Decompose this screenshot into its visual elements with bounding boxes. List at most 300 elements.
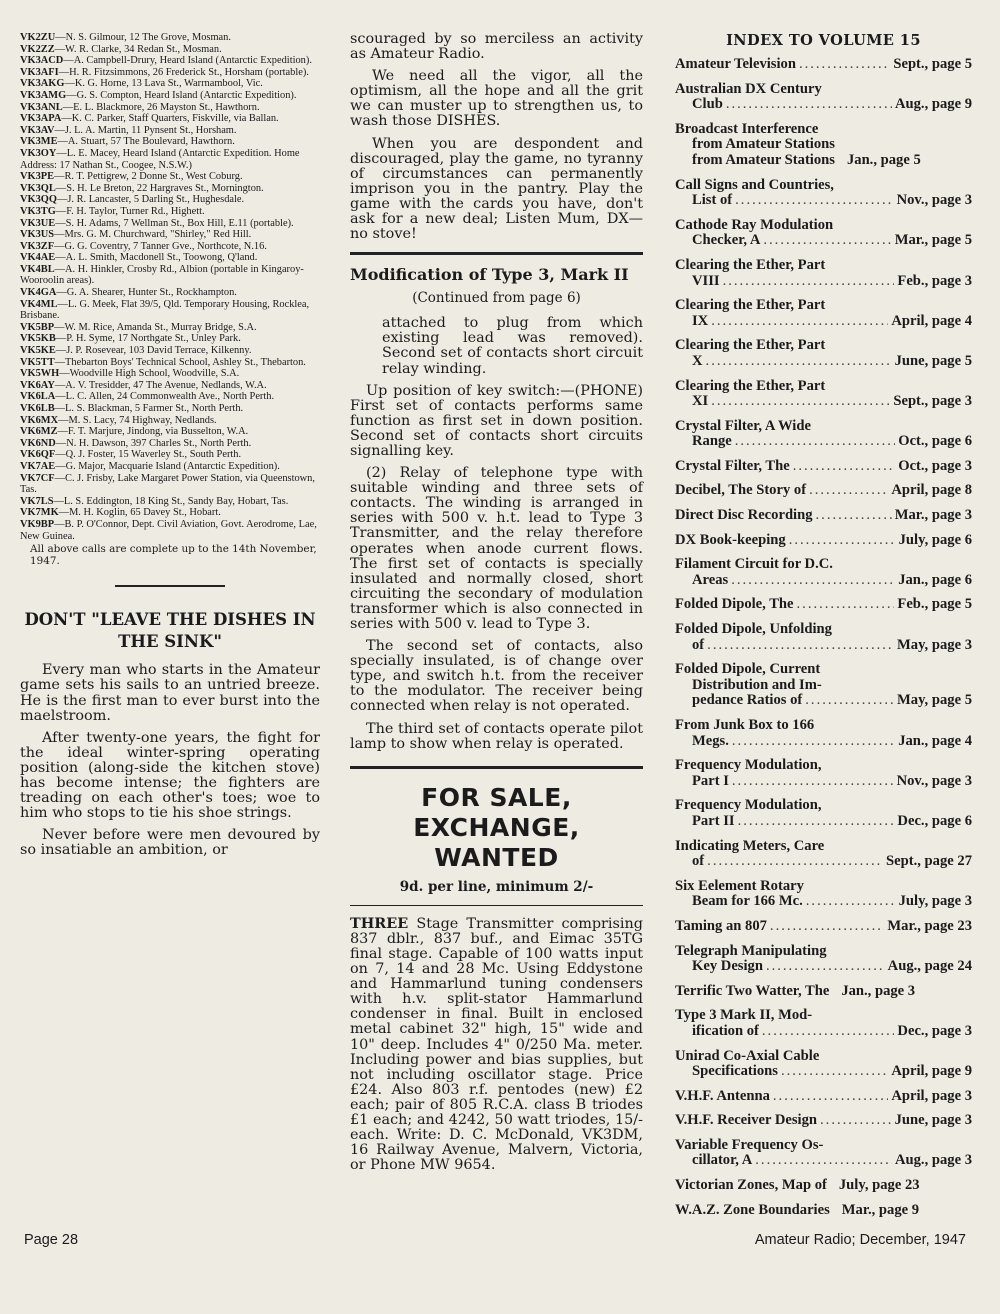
index-entry-title: Broadcast Interference — [675, 120, 819, 137]
dishes-paragraph: Every man who starts in the Amateur game sets his sails to an untried breeze. He is the first man to ever burst into the maelstroom. — [20, 662, 320, 724]
index-entry-title: Distribution and Im- — [692, 676, 822, 693]
index-entry-title: Telegraph Manipulating — [675, 942, 827, 959]
modification-article-body — [350, 316, 643, 752]
call-sign-address: —P. H. Syme, 17 Northgate St., Unley Park. — [55, 333, 241, 345]
index-entry — [675, 419, 972, 450]
call-sign-address: —L. S. Eddington, 18 King St., Sandy Bay, Hobart, Tas. — [53, 495, 289, 507]
section-rule — [350, 766, 643, 769]
index-page-reference: Mar., page 9 — [841, 1201, 920, 1218]
index-page-reference: Oct., page 6 — [898, 433, 972, 450]
index-entry-title: Areas — [692, 571, 729, 588]
index-title: INDEX TO VOLUME 15 — [726, 32, 921, 49]
call-sign-address: —F. T. Marjure, Jindong, via Busselton, W.A. — [57, 426, 249, 438]
call-sign-entry — [20, 67, 320, 79]
index-entry-line — [675, 919, 972, 935]
index-entry-title: Folded Dipole, Current — [675, 661, 821, 678]
index-entry-title: X — [692, 352, 703, 369]
index-list — [675, 57, 972, 1218]
index-entry-title: Clearing the Ether, Part — [675, 256, 826, 273]
call-sign-address: —L. G. Meek, Flat 39/5, Qld. Temporary Housing, Rocklea, Brisbane. — [20, 298, 310, 322]
index-entry-title: Clearing the Ether, Part — [675, 377, 826, 394]
call-sign-address: —Woodville High School, Woodville, S.A. — [59, 368, 240, 380]
index-leader-dots — [738, 814, 895, 830]
call-sign-entry — [20, 171, 320, 183]
call-sign: VK4ML — [20, 298, 58, 310]
index-page-reference: Aug., page 9 — [894, 96, 972, 113]
index-leader-dots — [707, 638, 894, 654]
call-sign-note: All above calls are complete up to the 14th November, 1947. — [30, 543, 317, 567]
index-entry-title: of — [692, 853, 705, 870]
index-entry-line — [675, 774, 972, 790]
index-entry-title: Six Eelement Rotary — [675, 877, 804, 894]
call-sign: VK6LB — [20, 403, 55, 414]
call-sign-entry — [20, 519, 320, 542]
index-entry-title: Part II — [692, 812, 735, 829]
call-sign-entry — [20, 194, 320, 206]
dishes-paragraph: Never before were men devoured by so insatiable an ambition, or — [20, 827, 320, 859]
index-leader-dots — [816, 508, 892, 524]
index-entry-title: Direct Disc Recording — [675, 507, 813, 524]
modification-paragraph: attached to plug from which existing lead was removed). Second set of contacts short circuit relay winding. — [382, 315, 643, 377]
index-entry — [675, 557, 972, 588]
index-entry — [675, 178, 972, 209]
index-entry-title: Victorian Zones, Map of — [675, 1177, 827, 1194]
index-entry — [675, 298, 972, 329]
call-sign-address: —L. E. Macey, Heard Island (Antarctic Expedition. Home Address: 17 Nathan St., Coogee, N.S.W.) — [20, 147, 300, 171]
index-entry-title: Cathode Ray Modulation — [675, 216, 834, 233]
index-entry-line — [675, 1089, 972, 1105]
call-sign-address: —M. S. Lacy, 74 Highway, Nedlands. — [58, 414, 217, 426]
call-sign-entry — [20, 287, 320, 299]
call-sign: VK7LS — [20, 495, 54, 507]
index-page-reference: July, page 6 — [898, 531, 972, 548]
modification-article-title: Modification of Type 3, Mark II — [350, 265, 629, 285]
call-sign-address: —W. M. Rice, Amanda St., Murray Bridge, S.A. — [54, 321, 257, 333]
section-divider — [115, 585, 225, 587]
index-page-reference: May, page 3 — [897, 636, 972, 653]
index-leader-dots — [726, 97, 892, 113]
section-rule — [350, 905, 643, 906]
call-sign-entry — [20, 264, 320, 287]
index-entry-line — [675, 1024, 972, 1040]
index-entry — [675, 919, 972, 935]
call-sign-address: —K. G. Horne, 13 Lava St., Warrnambool, Vic. — [64, 78, 263, 90]
index-entry-line — [675, 573, 972, 589]
classified-ad-text: Stage Transmitter comprising 837 dblr., 837 buf., and Eimac 35TG final stage. Capable of 100 watts input on 7, 14 and 28 Mc. Using Eddystone and Hammarlund tuning condensers with h.v. split-stator Hammarlund condenser in final. Built in enclosed metal cabinet 32" high, 15" wide and 10" deep. Includes 4" 0/250 Ma. meter. Including power and bias supplies, but not including oscillator stage. Price £24. Also 803 r.f. pentodes (new) £2 each; pair of 805 R.C.A. class B triodes £1 each; and 4242, 50 watt triodes, 15/- each. Write: D. C. McDonald, VK3DM, 16 Railway Avenue, Malvern, Victoria, or Phone MW 9654. — [350, 915, 643, 1174]
index-entry-line — [675, 314, 972, 330]
call-sign: VK4GA — [20, 287, 57, 299]
call-sign-entry — [20, 473, 320, 496]
call-sign: VK3ACD — [20, 55, 64, 67]
index-page-reference: Mar., page 23 — [887, 917, 972, 934]
index-entry-title: Club — [692, 96, 723, 113]
index-page-reference: Dec., page 6 — [897, 812, 972, 829]
call-sign-entry — [20, 252, 320, 264]
classified-ad-lead: THREE — [350, 914, 409, 932]
call-sign: VK3US — [20, 229, 55, 241]
call-sign: VK4BL — [20, 263, 55, 275]
call-sign: VK3UE — [20, 217, 56, 229]
index-entry — [675, 1089, 972, 1105]
call-sign-entry — [20, 90, 320, 102]
column-right — [675, 32, 972, 1227]
index-entry-title: Folded Dipole, Unfolding — [675, 621, 832, 638]
call-sign-entry — [20, 507, 320, 519]
index-entry — [675, 82, 972, 113]
index-leader-dots — [731, 573, 895, 589]
modification-paragraph: The second set of contacts, also specially insulated, is of change over type, and switch h.t. from the receiver to the modulator. The receiver being connected when relay is not operated. — [350, 638, 643, 715]
index-entry-title: Australian DX Century — [675, 80, 822, 97]
index-entry-title: V.H.F. Antenna — [675, 1087, 770, 1104]
call-sign-entry — [20, 32, 320, 44]
index-entry — [675, 622, 972, 653]
call-sign-address: —L. C. Allen, 24 Commonwealth Ave., North Perth. — [55, 391, 275, 403]
index-entry-title: Megs. — [692, 732, 729, 749]
dishes-paragraph: After twenty-one years, the fight for the ideal winter-spring operating position (along-side the kitchen stove) has become intense; the fighters are treading on each other's toes; woe to him who stops to tie his shoe strings. — [20, 729, 320, 822]
index-entry-title: Call Signs and Countries, — [675, 176, 834, 193]
index-leader-dots — [806, 894, 896, 910]
index-leader-dots — [755, 1153, 892, 1169]
index-entry — [675, 718, 972, 749]
call-sign-address: —C. J. Frisby, Lake Margaret Power Station, via Queenstown, Tas. — [20, 472, 315, 496]
classified-ad — [350, 916, 643, 1174]
call-sign-address: —W. R. Clarke, 34 Redan St., Mosman. — [54, 43, 222, 55]
modification-indented-block — [350, 316, 643, 376]
for-sale-heading-line: FOR SALE, — [421, 782, 572, 812]
index-page-reference: April, page 4 — [891, 312, 972, 329]
index-entry-line — [675, 459, 972, 475]
call-sign: VK3ANL — [20, 101, 63, 113]
index-entry-title: Specifications — [692, 1063, 778, 1080]
index-entry-line — [675, 959, 972, 975]
index-entry-title: ification of — [692, 1022, 759, 1039]
call-sign: VK3AKG — [20, 78, 65, 90]
index-entry — [675, 338, 972, 369]
call-sign: VK3APA — [20, 113, 62, 125]
index-page-reference: Dec., page 3 — [897, 1022, 972, 1039]
index-page-reference: Aug., page 3 — [894, 1152, 972, 1169]
index-leader-dots — [789, 533, 896, 549]
index-leader-dots — [793, 459, 896, 475]
index-entry — [675, 758, 972, 789]
index-page-reference: Sept., page 27 — [886, 853, 972, 870]
index-page-reference: June, page 5 — [894, 352, 972, 369]
call-sign: VK2ZU — [20, 32, 56, 43]
call-sign: VK6LA — [20, 391, 56, 403]
for-sale-heading — [350, 783, 643, 873]
index-entry-title: Crystal Filter, A Wide — [675, 417, 811, 434]
index-page-reference: Jan., page 6 — [898, 571, 972, 588]
call-sign-address: —R. T. Pettigrew, 2 Donne St., West Coburg. — [54, 171, 243, 183]
call-sign: VK7MK — [20, 507, 59, 519]
call-sign-address: —A. H. Hinkler, Crosby Rd., Albion (portable in Kingaroy-Wooroolin areas). — [20, 263, 304, 287]
index-leader-dots — [723, 274, 895, 290]
index-leader-dots — [766, 959, 885, 975]
call-sign: VK6ND — [20, 437, 56, 449]
call-sign-entry — [20, 78, 320, 90]
index-entry-title: List of — [692, 192, 733, 209]
index-entry-title: XI — [692, 393, 709, 410]
index-entry-title: Type 3 Mark II, Mod- — [675, 1007, 813, 1024]
index-entry-title: of — [692, 636, 705, 653]
call-sign-entry — [20, 345, 320, 357]
index-entry — [675, 1203, 972, 1219]
call-sign: VK3QL — [20, 182, 56, 194]
dishes-paragraph: We need all the vigor, all the optimism, all the hope and all the grit we can muster up to strengthen us, to wash those DISHES. — [350, 68, 643, 130]
index-leader-dots — [735, 434, 895, 450]
index-entry — [675, 508, 972, 524]
index-entry — [675, 258, 972, 289]
index-page-reference: July, page 3 — [898, 893, 972, 910]
index-entry-title: Range — [692, 433, 732, 450]
call-sign-entry — [20, 229, 320, 241]
call-sign: VK3OY — [20, 147, 57, 159]
index-leader-dots — [711, 394, 890, 410]
call-sign-entry — [20, 125, 320, 137]
index-page-reference: April, page 3 — [891, 1087, 972, 1104]
call-sign-address: —J. L. A. Martin, 11 Pynsent St., Horsham. — [54, 124, 237, 136]
index-entry-line — [675, 394, 972, 410]
index-entry-line — [675, 193, 972, 209]
index-leader-dots — [805, 693, 894, 709]
call-sign-entry — [20, 136, 320, 148]
index-entry — [675, 1113, 972, 1129]
call-sign-address: —N. S. Gilmour, 12 The Grove, Mosman. — [55, 32, 231, 43]
index-entry — [675, 984, 972, 1000]
call-sign-entry — [20, 44, 320, 56]
call-sign-address: —B. P. O'Connor, Dept. Civil Aviation, Govt. Aerodrome, Lae, New Guinea. — [20, 518, 317, 542]
index-entry — [675, 122, 972, 169]
call-sign-entry — [20, 113, 320, 125]
call-sign: VK3PE — [20, 171, 55, 183]
call-sign: VK7AE — [20, 460, 56, 472]
call-sign-address: —M. H. Koglin, 65 Davey St., Hobart. — [58, 507, 221, 519]
index-entry — [675, 879, 972, 910]
index-entry-line — [675, 854, 972, 870]
index-entry-title: Frequency Modulation, — [675, 797, 822, 814]
call-sign: VK3TG — [20, 205, 56, 217]
index-entry-title: Clearing the Ether, Part — [675, 337, 826, 354]
call-sign-address: —Thebarton Boys' Technical School, Ashley St., Thebarton. — [54, 356, 306, 368]
call-sign-entry — [20, 322, 320, 334]
index-page-reference: Jan., page 3 — [841, 982, 916, 999]
index-entry-line — [675, 984, 972, 1000]
index-leader-dots — [763, 233, 891, 249]
index-page-reference: April, page 8 — [891, 482, 972, 499]
index-leader-dots — [773, 1089, 888, 1105]
index-leader-dots — [762, 1024, 895, 1040]
index-entry-line — [675, 734, 972, 750]
call-sign-entry — [20, 368, 320, 380]
call-sign-entry — [20, 461, 320, 473]
issue-line: Amateur Radio; December, 1947 — [754, 1232, 966, 1248]
call-sign-entry — [20, 391, 320, 403]
call-sign-address: —A. Campbell-Drury, Heard Island (Antarctic Expedition). — [63, 55, 312, 67]
index-entry-line — [675, 1113, 972, 1129]
for-sale-rate: 9d. per line, minimum 2/- — [399, 878, 594, 895]
call-sign-address: —L. S. Blackman, 5 Farmer St., North Perth. — [54, 403, 244, 414]
call-sign-address: —H. R. Fitzsimmons, 26 Frederick St., Horsham (portable). — [58, 66, 309, 78]
modification-paragraph: (2) Relay of telephone type with suitable winding and three sets of contacts. The winding is arranged in series with 500 v. h.t. lead to Type 3 Transmitter, and the relay therefore operates when anode current flows. The first set of contacts is specially insulated and normally closed, short circuiting the secondary of modulation transformer which is also connected in series with 500 v. lead to Type 3. — [350, 465, 643, 632]
call-sign: VK7CF — [20, 472, 55, 484]
index-entry-line — [675, 693, 972, 709]
call-sign: VK9BP — [20, 518, 55, 530]
index-entry-line — [675, 57, 972, 73]
index-page-reference: Sept., page 3 — [893, 393, 972, 410]
call-sign-address: —G. S. Compton, Heard Island (Antarctic Expedition). — [66, 89, 297, 101]
index-entry-title: VIII — [692, 272, 720, 289]
index-page-reference: Jan., page 5 — [846, 151, 921, 168]
call-sign-entry — [20, 426, 320, 438]
index-entry-title: Terrific Two Watter, The — [675, 982, 830, 999]
index-entry — [675, 662, 972, 709]
index-entry-title: Frequency Modulation, — [675, 757, 822, 774]
index-entry-title: Beam for 166 Mc. — [692, 893, 803, 910]
modification-article-subtitle: (Continued from page 6) — [412, 290, 581, 307]
call-sign-entry — [20, 241, 320, 253]
index-page-reference: Nov., page 3 — [896, 192, 972, 209]
index-entry-title: Variable Frequency Os- — [675, 1136, 824, 1153]
index-entry — [675, 1138, 972, 1169]
index-entry-title: V.H.F. Receiver Design — [675, 1112, 818, 1129]
index-leader-dots — [797, 597, 895, 613]
index-entry — [675, 218, 972, 249]
index-entry — [675, 379, 972, 410]
index-entry-line — [675, 483, 972, 499]
index-page-reference: Oct., page 3 — [898, 457, 972, 474]
index-entry-line — [675, 894, 972, 910]
index-page-reference: May, page 5 — [897, 692, 972, 709]
index-entry-title: cillator, A — [692, 1152, 753, 1169]
index-entry-line — [675, 233, 972, 249]
index-entry — [675, 597, 972, 613]
call-sign-entry — [20, 357, 320, 369]
call-sign-address: —N. H. Dawson, 397 Charles St., North Perth. — [55, 437, 252, 449]
index-entry-title: DX Book-keeping — [675, 531, 786, 548]
index-entry-title: Amateur Television — [675, 56, 796, 72]
call-sign-address: —Q. J. Foster, 15 Waverley St., South Perth. — [55, 449, 242, 461]
call-sign: VK6QF — [20, 449, 56, 461]
index-page-reference: Sept., page 5 — [893, 56, 972, 72]
index-entry — [675, 1008, 972, 1039]
index-entry-title: from Amateur Stations — [692, 151, 835, 168]
call-sign: VK5KE — [20, 345, 56, 357]
index-page-reference: Feb., page 5 — [897, 596, 972, 613]
index-entry-line — [675, 814, 972, 830]
dishes-paragraph: scouraged by so merciless an activity as Amateur Radio. — [350, 31, 643, 63]
call-sign: VK2ZZ — [20, 43, 55, 55]
index-entry-title: Key Design — [692, 958, 763, 975]
index-entry — [675, 57, 972, 73]
index-leader-dots — [735, 193, 893, 209]
call-sign-address: —E. L. Blackmore, 26 Mayston St., Hawthorn. — [62, 101, 260, 113]
index-entry-title: W.A.Z. Zone Boundaries — [675, 1201, 830, 1218]
index-leader-dots — [711, 314, 888, 330]
call-sign: VK3AFI — [20, 66, 59, 78]
index-entry-title: Indicating Meters, Care — [675, 837, 825, 854]
index-entry-title: Filament Circuit for D.C. — [675, 556, 833, 573]
index-entry-title: Part I — [692, 772, 729, 789]
index-entry — [675, 839, 972, 870]
call-sign-entry — [20, 148, 320, 171]
index-entry-title: Checker, A — [692, 232, 761, 249]
call-sign-entry — [20, 102, 320, 114]
call-sign: VK5KB — [20, 333, 56, 345]
index-leader-dots — [707, 854, 883, 870]
call-sign: VK5BP — [20, 321, 55, 333]
index-entry — [675, 798, 972, 829]
index-entry-line — [675, 1064, 972, 1080]
call-sign-entry — [20, 380, 320, 392]
index-entry-title: from Amateur Stations — [692, 136, 835, 153]
call-sign-address: —S. H. Adams, 7 Wellman St., Box Hill, E.11 (portable). — [55, 217, 294, 229]
index-leader-dots — [706, 354, 892, 370]
index-page-reference: July, page 23 — [838, 1177, 920, 1194]
column-left — [20, 32, 320, 865]
index-page-reference: Feb., page 3 — [897, 272, 972, 289]
index-leader-dots — [732, 734, 895, 750]
call-sign-address: —A. Stuart, 57 The Boulevard, Hawthorn. — [57, 136, 235, 148]
call-sign: VK4AE — [20, 252, 56, 264]
index-entry — [675, 483, 972, 499]
index-page-reference: June, page 3 — [894, 1112, 972, 1129]
index-page-reference: Aug., page 24 — [887, 958, 972, 975]
index-leader-dots — [820, 1113, 892, 1129]
index-page-reference: Mar., page 5 — [894, 232, 972, 249]
call-sign-address: —S. H. Le Breton, 22 Hargraves St., Mornington. — [55, 182, 264, 194]
modification-paragraph: The third set of contacts operate pilot lamp to show when relay is operated. — [350, 720, 643, 752]
index-entry-line — [675, 533, 972, 549]
column-middle — [350, 32, 643, 1173]
call-sign-list — [20, 32, 320, 542]
index-page-reference: Mar., page 3 — [894, 507, 972, 524]
index-entry-line — [675, 1153, 972, 1169]
index-entry — [675, 533, 972, 549]
call-sign-entry — [20, 206, 320, 218]
call-sign-address: —A. V. Tresidder, 47 The Avenue, Nedlands, W.A. — [54, 379, 267, 391]
call-sign: VK3ZF — [20, 240, 55, 252]
call-sign-address: —G. Major, Macquarie Island (Antarctic Expedition). — [55, 460, 280, 472]
call-sign-entry — [20, 55, 320, 67]
call-sign: VK6AY — [20, 379, 55, 391]
call-sign-address: —A. L. Smith, Macdonell St., Toowong, Q'land. — [55, 252, 258, 264]
index-entry-title: pedance Ratios of — [692, 692, 803, 709]
modification-paragraph: Up position of key switch:—(PHONE) First set of contacts performs same function as first set in down position. Second set of contacts short circuits signalling key. — [350, 382, 643, 459]
index-entry-title: Folded Dipole, The — [675, 596, 794, 613]
call-sign-address: —J. P. Rosevear, 103 David Terrace, Kilkenny. — [55, 345, 252, 357]
index-entry-title: Taming an 807 — [675, 917, 767, 934]
for-sale-heading-line: EXCHANGE, WANTED — [413, 812, 580, 872]
index-entry-line — [675, 597, 972, 613]
index-leader-dots — [732, 774, 894, 790]
call-sign-entry — [20, 183, 320, 195]
call-sign-address: —K. C. Parker, Staff Quarters, Fiskville, via Ballan. — [61, 113, 279, 125]
call-sign-address: —G. A. Shearer, Hunter St., Rockhampton. — [56, 287, 237, 299]
index-leader-dots — [809, 483, 888, 499]
call-sign: VK3ME — [20, 136, 58, 148]
index-entry-title: Crystal Filter, The — [675, 457, 790, 474]
index-entry-title: IX — [692, 312, 709, 329]
call-sign-entry — [20, 218, 320, 230]
index-entry — [675, 1049, 972, 1080]
call-sign-address: —F. H. Taylor, Turner Rd., Highett. — [55, 205, 205, 217]
call-sign-entry — [20, 415, 320, 427]
index-page-reference: Nov., page 3 — [896, 772, 972, 789]
index-entry-line — [675, 1203, 972, 1219]
call-sign-entry — [20, 299, 320, 322]
index-entry-line — [675, 434, 972, 450]
call-sign-address: —J. R. Lancaster, 5 Darling St., Hughesdale. — [56, 194, 245, 206]
